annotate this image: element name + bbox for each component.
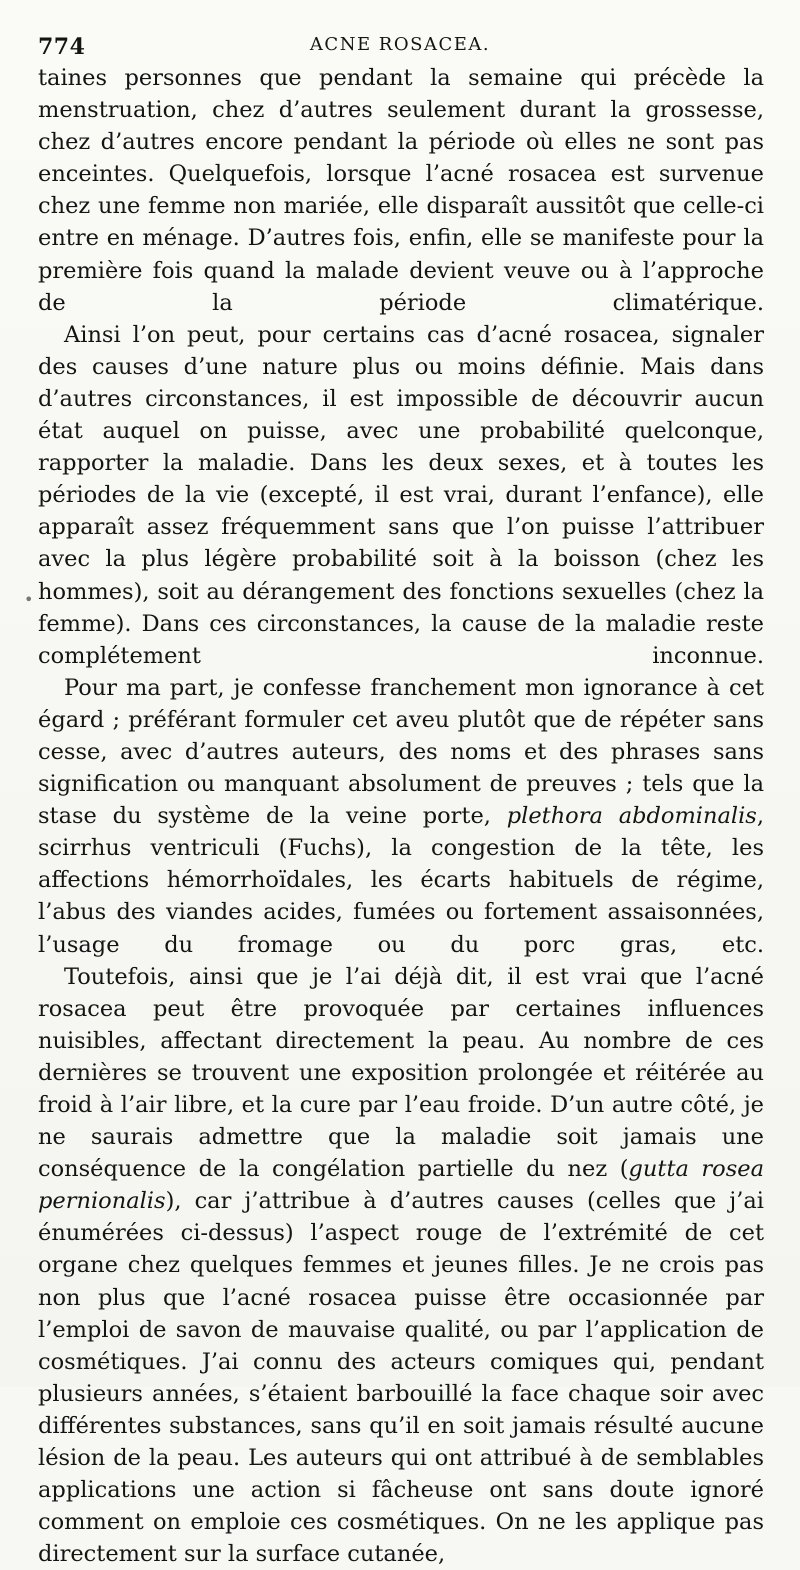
- page-header: [38, 34, 762, 60]
- paragraph-3-text-before: Pour ma part, je confesse franchement mon ignorance à cet égard ; préférant formuler cet aveu plutôt que de répéter sans cesse, avec d’autres auteurs, des noms et des phrases sans signification ou manquant absolument de preuves ; tels que la stase du système de la veine porte,: [38, 674, 764, 830]
- paragraph-3: [38, 672, 764, 961]
- paragraph-3-italic-term: plethora abdominalis: [506, 803, 757, 830]
- paragraph-4-italic-term: gutta rosea pernionalis: [38, 1156, 765, 1215]
- running-head: ACNE ROSACEA.: [309, 34, 491, 55]
- paragraph-2-text: Ainsi l’on peut, pour certains cas d’acné rosacea, signaler des causes d’une nature plus ou moins définie. Mais dans d’autres circonstances, il est impossible de découvrir aucun état auquel on puisse, avec une probabilité quelconque, rapporter la maladie. Dans les deux sexes, et à toutes les périodes de la vie (excepté, il est vrai, durant l’enfance), elle apparaît assez fréquemment sans que l’on puisse l’attribuer avec la plus légère probabilité soit à la boisson (chez les hommes), soit au dérangement des fonctions sexuelles (chez la femme). Dans ces circonstances, la cause de la maladie reste complétement inconnue.: [38, 321, 764, 669]
- paragraph-4-text-after: ), car j’attribue à d’autres causes (celles que j’ai énumérées ci-dessus) l’aspect rouge de l’extrémité de cet organe chez quelques femmes et jeunes filles. Je ne crois pas non plus que l’acné rosacea puisse être occasionnée par l’emploi de savon de mauvaise qualité, ou par l’application de cosmétiques. J’ai connu des acteurs comiques qui, pendant plusieurs années, s’étaient barbouillé la face chaque soir avec différentes substances, sans qu’il en soit jamais résulté aucune lésion de la peau. Les auteurs qui ont attribué à de semblables applications une action si fâcheuse ont sans doute ignoré comment on emploie ces cosmétiques. On ne les applique pas directement sur la surface cutanée,: [38, 1188, 764, 1568]
- page-number: 774: [38, 34, 86, 60]
- paragraph-4-text-before: Toutefois, ainsi que je l’ai déjà dit, il est vrai que l’acné rosacea peut être provoquée par certaines influences nuisibles, affectant directement la peau. Au nombre de ces dernières se trouvent une exposition prolongée et réitérée au froid à l’air libre, et la cure par l’eau froide. D’un autre côté, je ne saurais admettre que la maladie soit jamais une conséquence de la congélation partielle du nez (: [38, 963, 764, 1183]
- paragraph-2: [38, 319, 764, 672]
- body-text: [38, 62, 764, 1570]
- paragraph-4: [38, 961, 764, 1570]
- paragraph-1-text: taines personnes que pendant la semaine qui précède la menstruation, chez d’autres seulement durant la grossesse, chez d’autres encore pendant la période où elles ne sont pas enceintes. Quelquefois, lorsque l’acné rosacea est survenue chez une femme non mariée, elle disparaît aussitôt que celle-ci entre en ménage. D’autres fois, enfin, elle se manifeste pour la première fois quand la malade devient veuve ou à l’approche de la période climatérique.: [38, 65, 764, 316]
- paragraph-3-text-after: , scirrhus ventriculi (Fuchs), la congestion de la tête, les affections hémorrhoïdales, les écarts habituels de régime, l’abus des viandes acides, fumées ou fortement assaisonnées, l’usage du fromage ou du porc gras, etc.: [38, 803, 764, 958]
- paragraph-1: [38, 62, 764, 319]
- margin-dot-mark: •: [24, 590, 34, 609]
